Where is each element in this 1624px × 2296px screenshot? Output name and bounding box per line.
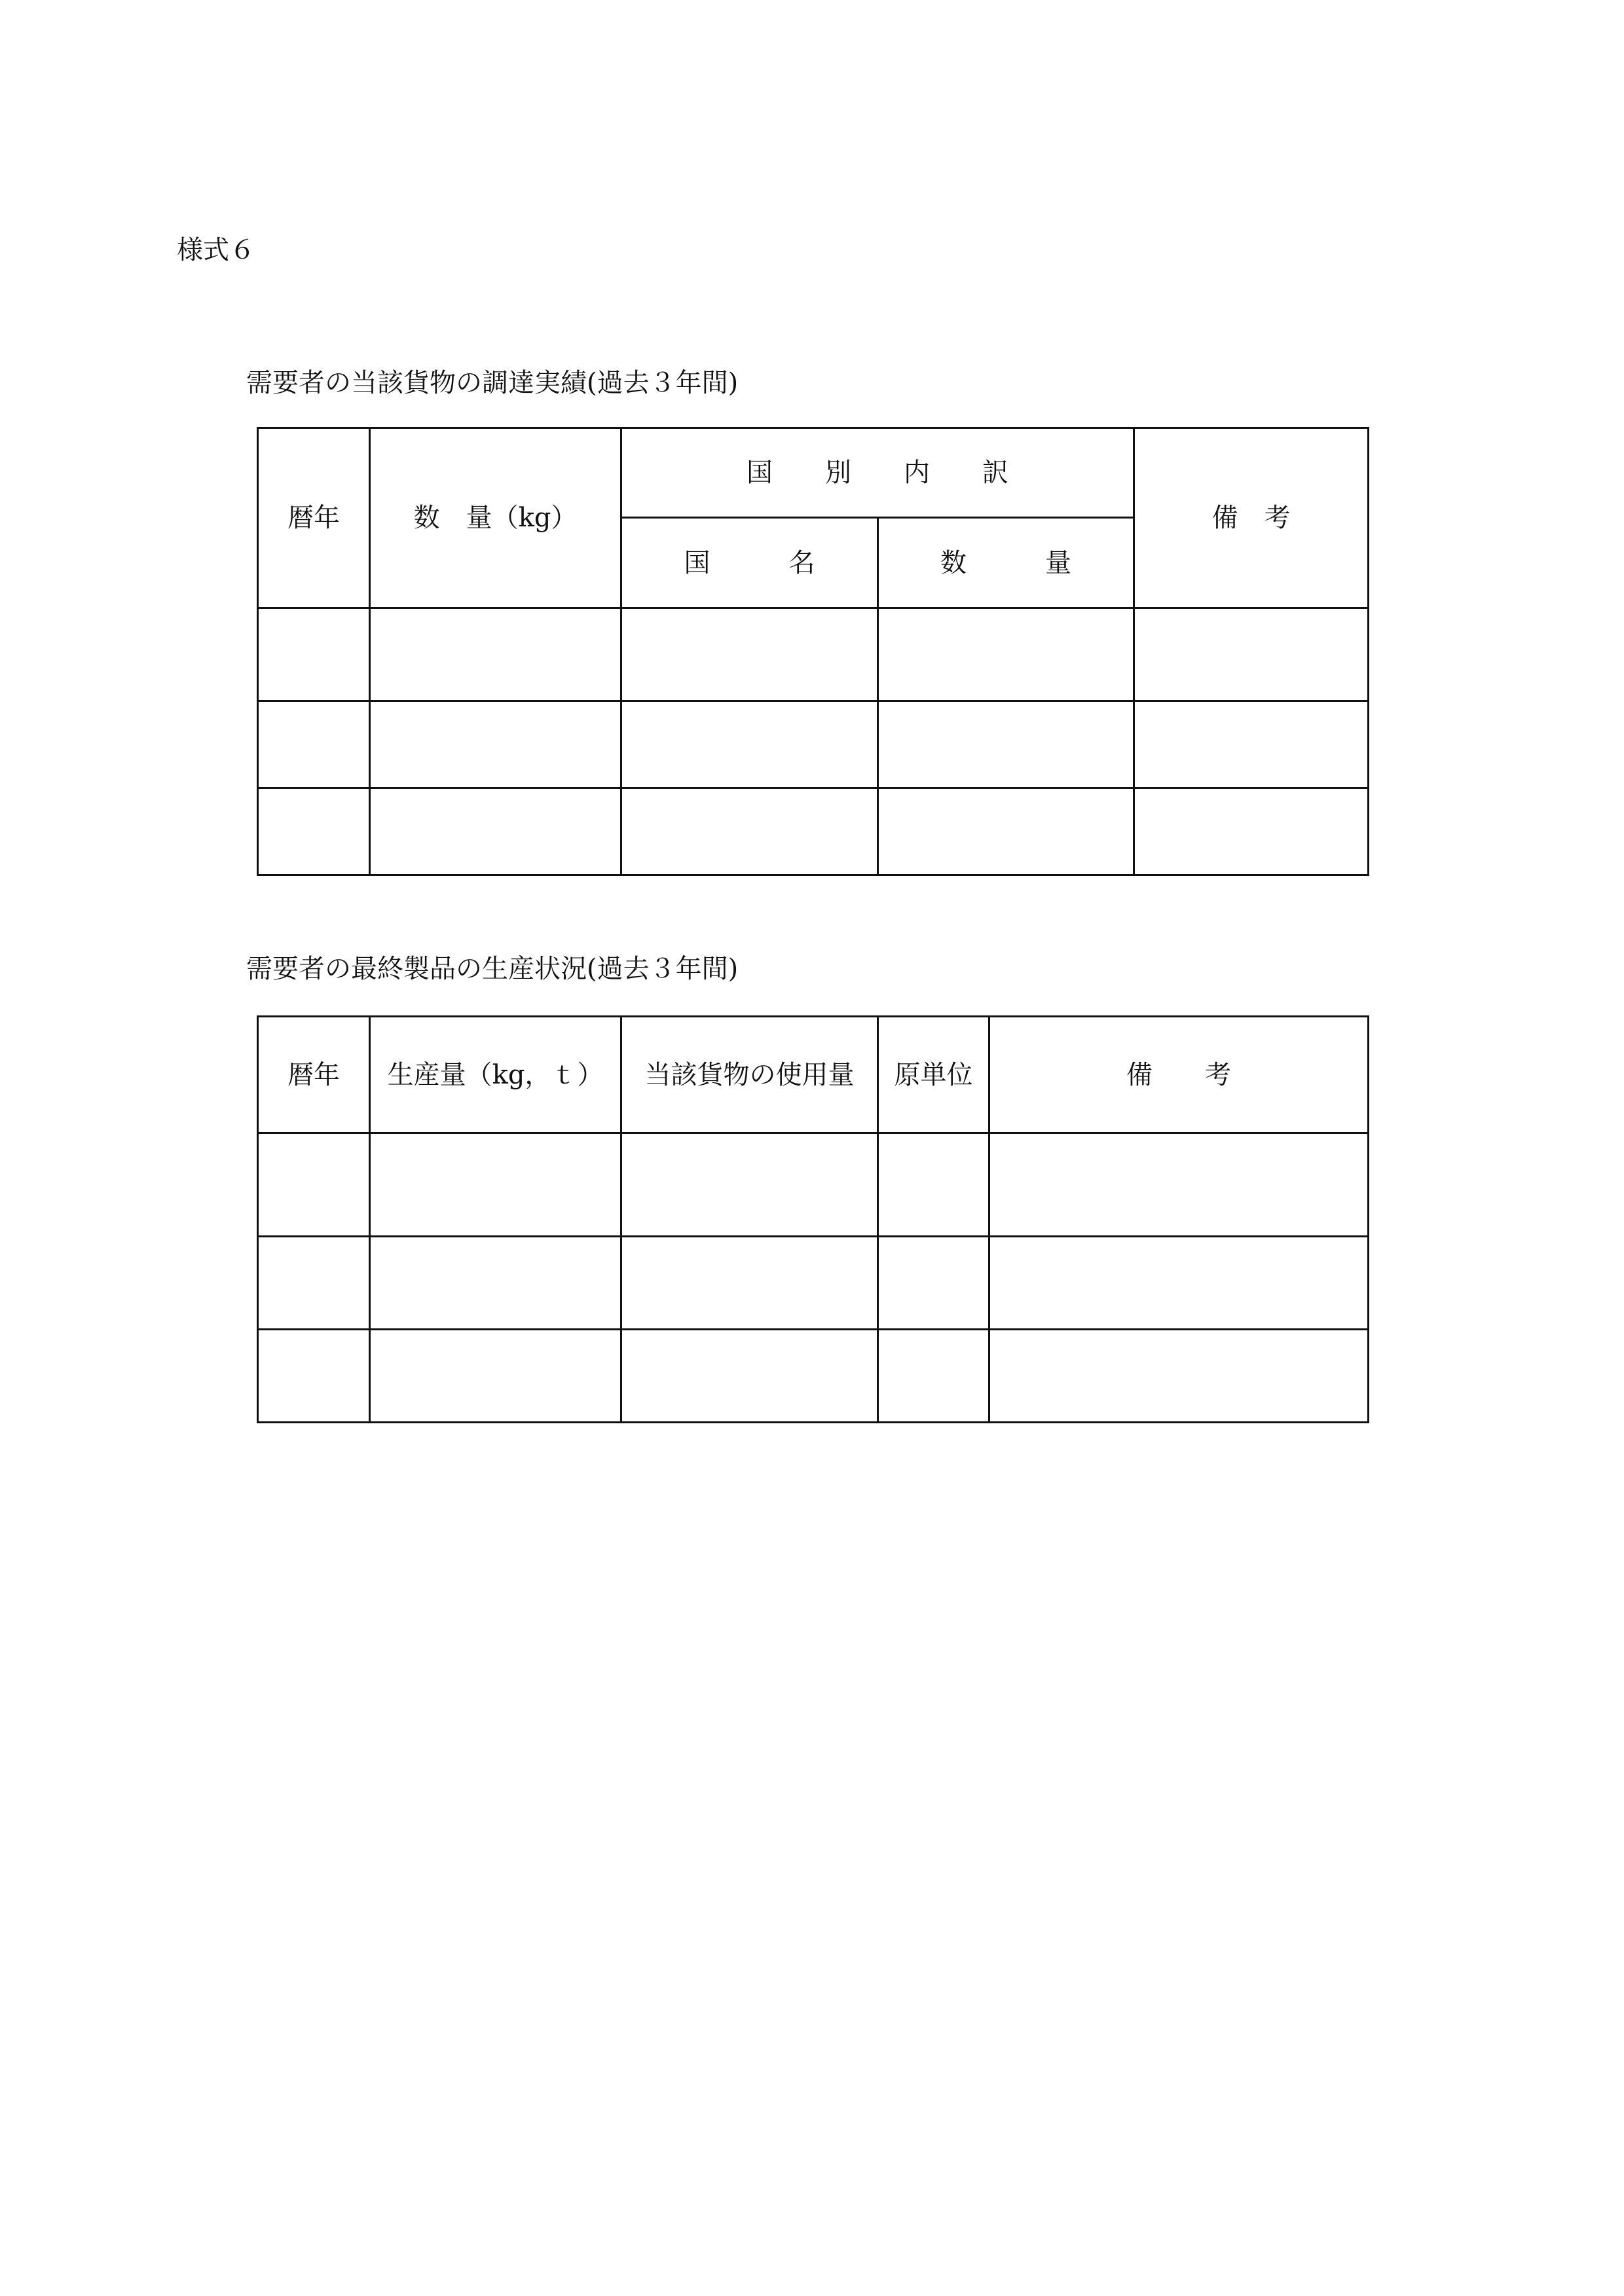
cell-production[interactable] [370,1133,621,1237]
table-row [258,608,1369,701]
procurement-table [257,427,1369,876]
cell-quantity[interactable] [370,608,621,701]
cell-year[interactable] [258,788,370,875]
cell-goods-usage[interactable] [621,1330,878,1423]
header-goods-usage: 当該貨物の使用量 [621,1017,878,1133]
cell-remarks[interactable] [989,1237,1369,1330]
cell-year[interactable] [258,1133,370,1237]
cell-unit-rate[interactable] [878,1330,989,1423]
cell-year[interactable] [258,1237,370,1330]
cell-country-quantity[interactable] [878,608,1134,701]
cell-country-name[interactable] [621,608,878,701]
table-row [258,1237,1369,1330]
cell-production[interactable] [370,1237,621,1330]
header-remarks: 備 考 [1134,428,1369,608]
cell-remarks[interactable] [989,1133,1369,1237]
production-table [257,1015,1369,1423]
cell-remarks[interactable] [1134,608,1369,701]
table-row [258,1330,1369,1423]
cell-year[interactable] [258,701,370,788]
cell-unit-rate[interactable] [878,1133,989,1237]
table2-caption: 需要者の最終製品の生産状況(過去３年間) [246,954,739,984]
cell-country-quantity[interactable] [878,788,1134,875]
cell-production[interactable] [370,1330,621,1423]
cell-quantity[interactable] [370,788,621,875]
cell-quantity[interactable] [370,701,621,788]
cell-goods-usage[interactable] [621,1237,878,1330]
cell-year[interactable] [258,608,370,701]
header-remarks: 備 考 [989,1017,1369,1133]
cell-goods-usage[interactable] [621,1133,878,1237]
cell-remarks[interactable] [1134,701,1369,788]
cell-remarks[interactable] [989,1330,1369,1423]
cell-year[interactable] [258,1330,370,1423]
table-row [258,1133,1369,1237]
header-country-name: 国 名 [621,518,878,608]
table-row [258,788,1369,875]
cell-country-quantity[interactable] [878,701,1134,788]
cell-unit-rate[interactable] [878,1237,989,1330]
cell-remarks[interactable] [1134,788,1369,875]
header-production: 生産量（kg，ｔ） [370,1017,621,1133]
header-country-breakdown: 国 別 内 訳 [621,428,1134,518]
header-country-quantity: 数 量 [878,518,1134,608]
header-year: 暦年 [258,1017,370,1133]
cell-country-name[interactable] [621,701,878,788]
header-unit-rate: 原単位 [878,1017,989,1133]
table1-caption: 需要者の当該貨物の調達実績(過去３年間) [246,368,739,398]
header-quantity: 数 量（kg） [370,428,621,608]
table-row [258,701,1369,788]
form-number: 様式６ [177,235,255,265]
header-year: 暦年 [258,428,370,608]
cell-country-name[interactable] [621,788,878,875]
